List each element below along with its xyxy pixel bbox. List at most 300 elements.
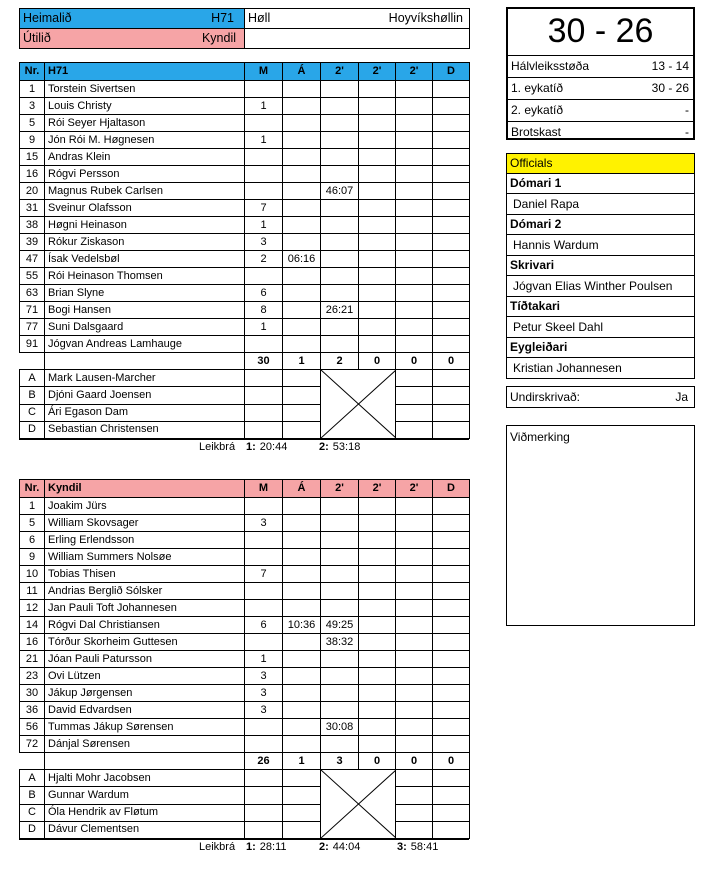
away-team-cell [20,29,245,49]
player-number: 23 [20,668,45,685]
officials-list [507,174,694,378]
signed-box [506,386,695,408]
official-role: Eygleiðari [507,338,694,358]
player-stat-m: 3 [245,234,283,251]
player-stat-d [433,81,470,98]
score-row [508,56,693,78]
player-stat-m [245,81,283,98]
totals-row [20,353,470,370]
player-stat-d [433,268,470,285]
player-stat-m: 3 [245,668,283,685]
player-name: Joakim Jürs [45,498,245,515]
player-row [20,583,470,600]
player-stat-m [245,149,283,166]
player-number: 9 [20,132,45,149]
player-stat-d [433,651,470,668]
player-stat-s2 [359,81,396,98]
staff-row [20,821,470,838]
player-stat-s3 [396,251,433,268]
player-stat-m: 2 [245,251,283,268]
venue-label: Høll [248,11,271,25]
player-number: 5 [20,115,45,132]
player-stat-d [433,736,470,753]
player-stat-a [283,319,321,336]
staff-code: C [20,804,45,821]
player-stat-m [245,600,283,617]
player-row [20,617,470,634]
player-stat-a [283,685,321,702]
player-row [20,702,470,719]
team-name-header: Kyndil [45,480,245,498]
cross-mark-icon [321,770,396,838]
player-stat-m: 8 [245,302,283,319]
player-row [20,566,470,583]
player-stat-s3 [396,268,433,285]
player-number: 77 [20,319,45,336]
player-stat-a [283,217,321,234]
score-row [508,78,693,100]
player-stat-s2 [359,183,396,200]
player-stat-a [283,302,321,319]
player-stat-m: 7 [245,566,283,583]
player-stat-d [433,319,470,336]
player-number: 30 [20,685,45,702]
player-row [20,115,470,132]
crossed-out-box [321,770,396,839]
player-stat-a [283,600,321,617]
player-stat-s1 [321,81,359,98]
player-stat-s3 [396,685,433,702]
player-row [20,549,470,566]
player-stat-a [283,132,321,149]
player-stat-a [283,183,321,200]
roster-header-row [20,63,470,81]
score-row-value: - [685,125,689,139]
official-name: Jógvan Elias Winther Poulsen [507,276,694,297]
player-stat-s3 [396,583,433,600]
player-stat-d [433,566,470,583]
timeouts-line [19,839,469,854]
staff-name: Gunnar Wardum [45,787,245,804]
staff-extra [396,787,433,804]
player-stat-s2 [359,515,396,532]
home-team-name: H71 [211,11,234,25]
timeouts-line [19,439,469,454]
player-stat-a: 10:36 [283,617,321,634]
official-name: Hannis Wardum [507,235,694,256]
player-row [20,183,470,200]
player-stat-s1: 26:21 [321,302,359,319]
player-stat-s2 [359,200,396,217]
player-stat-s1 [321,166,359,183]
player-number: 9 [20,549,45,566]
player-row [20,200,470,217]
player-stat-d [433,115,470,132]
player-stat-s1 [321,200,359,217]
staff-m [245,821,283,838]
player-stat-s3 [396,115,433,132]
staff-name: Ári Egason Dam [45,404,245,421]
player-stat-a [283,583,321,600]
timeout-entry [246,441,287,453]
player-stat-a [283,498,321,515]
player-stat-a [283,285,321,302]
player-stat-m [245,736,283,753]
player-stat-s2 [359,634,396,651]
col-header-nr: Nr. [20,63,45,81]
score-row-label: 2. eykatíð [511,103,564,117]
staff-code: D [20,421,45,438]
player-stat-s3 [396,336,433,353]
player-row [20,336,470,353]
player-stat-s3 [396,566,433,583]
player-stat-s1 [321,549,359,566]
player-stat-s3 [396,81,433,98]
player-stat-s1 [321,336,359,353]
player-stat-d [433,532,470,549]
total-s1: 2 [321,353,359,370]
player-stat-s1 [321,98,359,115]
player-stat-s1 [321,149,359,166]
official-role: Tíðtakari [507,297,694,317]
col-header: 2' [321,480,359,498]
staff-m [245,804,283,821]
staff-extra [396,821,433,838]
player-stat-d [433,234,470,251]
player-stat-s3 [396,600,433,617]
officials-box [506,153,695,379]
player-stat-d [433,166,470,183]
player-number: 15 [20,149,45,166]
player-number: 63 [20,285,45,302]
col-header: 2' [321,63,359,81]
player-row [20,515,470,532]
player-stat-d [433,336,470,353]
player-stat-s1 [321,668,359,685]
player-stat-s2 [359,719,396,736]
player-stat-d [433,634,470,651]
player-stat-s1 [321,651,359,668]
player-stat-a [283,115,321,132]
player-stat-s1: 30:08 [321,719,359,736]
player-stat-d [433,668,470,685]
col-header: Á [283,480,321,498]
player-name: Andras Klein [45,149,245,166]
player-stat-s1 [321,736,359,753]
player-row [20,81,470,98]
player-stat-d [433,702,470,719]
away-team-name: Kyndil [201,31,236,45]
player-number: 3 [20,98,45,115]
staff-extra [396,370,433,387]
timeout-time: 28:11 [259,841,287,853]
score-row-label: Hálvleiksstøða [511,59,590,73]
player-stat-s2 [359,98,396,115]
player-number: 91 [20,336,45,353]
player-name: Tummas Jákup Sørensen [45,719,245,736]
score-row [508,122,693,143]
timeout-number: 3: [397,841,407,853]
total-s3: 0 [396,753,433,770]
player-stat-m [245,268,283,285]
player-stat-a [283,149,321,166]
staff-m [245,421,283,438]
player-stat-d [433,251,470,268]
player-row [20,302,470,319]
player-stat-d [433,719,470,736]
player-row [20,319,470,336]
staff-a [283,370,321,387]
player-stat-d [433,515,470,532]
player-stat-m [245,634,283,651]
staff-name: Mark Lausen-Marcher [45,370,245,387]
player-stat-s1 [321,566,359,583]
player-stat-m [245,498,283,515]
cross-mark-icon [321,370,396,438]
total-s3: 0 [396,353,433,370]
crossed-out-box [321,370,396,439]
player-row [20,685,470,702]
player-number: 72 [20,736,45,753]
player-stat-s1 [321,319,359,336]
player-stat-s3 [396,719,433,736]
player-stat-s2 [359,685,396,702]
player-name: Suni Dalsgaard [45,319,245,336]
player-row [20,132,470,149]
player-stat-s1 [321,498,359,515]
away-label: Útilið [23,31,51,45]
staff-extra [433,821,470,838]
player-stat-a [283,515,321,532]
player-stat-a [283,719,321,736]
empty-cell [245,29,470,49]
player-stat-s1 [321,132,359,149]
player-row [20,217,470,234]
staff-extra [396,404,433,421]
total-a: 1 [283,353,321,370]
player-stat-s2 [359,583,396,600]
player-stat-a [283,98,321,115]
player-stat-s2 [359,251,396,268]
staff-row [20,387,470,404]
official-name: Petur Skeel Dahl [507,317,694,338]
player-name: Magnus Rubek Carlsen [45,183,245,200]
player-stat-s2 [359,149,396,166]
player-row [20,600,470,617]
player-stat-s2 [359,217,396,234]
player-stat-s3 [396,702,433,719]
player-stat-s3 [396,549,433,566]
staff-extra [433,370,470,387]
totals-spacer [45,753,245,770]
player-stat-s1 [321,583,359,600]
staff-name: Óla Hendrik av Fløtum [45,804,245,821]
col-header: D [433,63,470,81]
score-row-value: - [685,103,689,117]
player-number: 38 [20,217,45,234]
player-stat-s3 [396,166,433,183]
player-name: William Skovsager [45,515,245,532]
player-stat-s1 [321,234,359,251]
home-label: Heimalið [23,11,72,25]
staff-extra [433,770,470,787]
player-stat-d [433,583,470,600]
timeout-time: 58:41 [410,841,439,853]
player-stat-s3 [396,200,433,217]
player-name: Rói Heinason Thomsen [45,268,245,285]
staff-row [20,787,470,804]
player-stat-s2 [359,302,396,319]
player-stat-m [245,549,283,566]
final-score: 30 - 26 [508,9,693,56]
staff-extra [433,421,470,438]
score-row-label: 1. eykatíð [511,81,564,95]
signed-value: Ja [675,390,688,404]
staff-extra [433,387,470,404]
player-stat-d [433,498,470,515]
timeout-number: 2: [319,441,329,453]
staff-code: B [20,787,45,804]
staff-extra [396,770,433,787]
player-stat-s2 [359,336,396,353]
player-stat-s3 [396,98,433,115]
player-stat-m: 1 [245,319,283,336]
player-row [20,532,470,549]
player-row [20,719,470,736]
player-number: 16 [20,166,45,183]
player-number: 71 [20,302,45,319]
player-stat-a [283,736,321,753]
player-stat-s2 [359,132,396,149]
player-stat-s3 [396,285,433,302]
player-stat-s3 [396,498,433,515]
player-stat-a [283,81,321,98]
player-stat-a [283,532,321,549]
player-stat-d [433,549,470,566]
official-role: Dómari 2 [507,215,694,235]
staff-extra [433,804,470,821]
staff-m [245,404,283,421]
staff-a [283,770,321,787]
player-name: Tórður Skorheim Guttesen [45,634,245,651]
player-stat-d [433,149,470,166]
player-name: Louis Christy [45,98,245,115]
staff-code: A [20,770,45,787]
player-name: Torstein Sivertsen [45,81,245,98]
player-stat-d [433,302,470,319]
col-header: Á [283,63,321,81]
total-a: 1 [283,753,321,770]
player-stat-s3 [396,149,433,166]
player-row [20,736,470,753]
player-stat-s2 [359,285,396,302]
player-stat-m: 3 [245,702,283,719]
player-name: Andrias Berglið Sólsker [45,583,245,600]
player-stat-m [245,336,283,353]
player-stat-s3 [396,234,433,251]
player-stat-a [283,702,321,719]
officials-title: Officials [507,154,694,174]
player-stat-s2 [359,498,396,515]
player-number: 1 [20,498,45,515]
player-row [20,149,470,166]
player-name: Jóan Pauli Patursson [45,651,245,668]
total-s1: 3 [321,753,359,770]
official-name: Kristian Johannesen [513,361,622,375]
player-stat-s2 [359,566,396,583]
player-number: 36 [20,702,45,719]
player-stat-s3 [396,736,433,753]
staff-m [245,387,283,404]
player-stat-s1 [321,515,359,532]
totals-row [20,753,470,770]
player-stat-s2 [359,600,396,617]
player-stat-m: 6 [245,617,283,634]
player-stat-m: 3 [245,685,283,702]
player-stat-s2 [359,532,396,549]
player-stat-m: 1 [245,217,283,234]
score-row-value: 13 - 14 [651,59,689,73]
timeout-entry [319,841,360,853]
player-stat-d [433,200,470,217]
total-d: 0 [433,353,470,370]
player-stat-a [283,566,321,583]
staff-name: Djóni Gaard Joensen [45,387,245,404]
player-stat-s2 [359,617,396,634]
player-number: 16 [20,634,45,651]
col-header: 2' [396,480,433,498]
player-name: Tobias Thisen [45,566,245,583]
timeouts-label: Leikbrá [199,841,236,853]
player-stat-s1 [321,217,359,234]
player-stat-s3 [396,217,433,234]
player-stat-s2 [359,234,396,251]
player-name: William Summers Nolsøe [45,549,245,566]
player-stat-m: 7 [245,200,283,217]
player-name: Ísak Vedelsbøl [45,251,245,268]
timeout-number: 1: [246,841,256,853]
player-name: Jón Rói M. Høgnesen [45,132,245,149]
roster-table [19,62,470,439]
player-stat-s2 [359,319,396,336]
score-rows [508,56,693,143]
player-stat-m: 1 [245,98,283,115]
player-stat-s3 [396,634,433,651]
player-number: 20 [20,183,45,200]
staff-name: Sebastian Christensen [45,421,245,438]
official-role: Dómari 1 [507,174,694,194]
player-stat-m [245,719,283,736]
player-row [20,634,470,651]
player-name: Bogi Hansen [45,302,245,319]
player-number: 31 [20,200,45,217]
total-d: 0 [433,753,470,770]
match-header [19,8,470,49]
player-stat-d [433,98,470,115]
player-stat-d [433,217,470,234]
player-stat-s2 [359,702,396,719]
staff-extra [433,787,470,804]
staff-row [20,370,470,387]
player-number: 5 [20,515,45,532]
player-stat-a [283,234,321,251]
staff-row [20,770,470,787]
player-name: Rói Seyer Hjaltason [45,115,245,132]
staff-a [283,804,321,821]
staff-extra [396,804,433,821]
player-stat-a [283,634,321,651]
timeout-time: 44:04 [332,841,361,853]
